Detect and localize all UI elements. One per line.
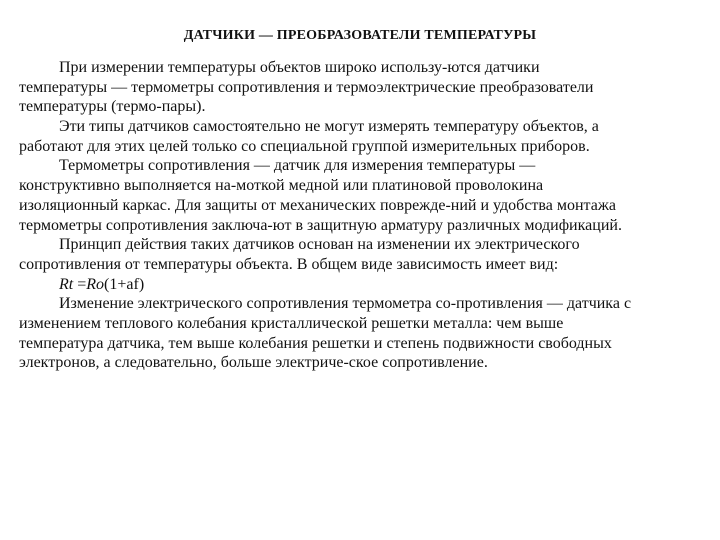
document-body	[19, 58, 707, 373]
formula-ro: Ro	[86, 275, 105, 293]
formula-rhs: (1+af)	[104, 275, 145, 293]
formula-equals: =	[73, 275, 87, 293]
text-line: При измерении температуры объектов широко использу-ются датчики	[59, 59, 540, 76]
text-line: изоляционный каркас. Для защиты от механических поврежде-ний и удобства монтажа	[19, 196, 616, 214]
text-line: Эти типы датчиков самостоятельно не могут измерять температуру объектов, а	[59, 118, 599, 136]
text-line: Изменение электрического сопротивления термометра со-противления — датчика с	[59, 295, 632, 313]
formula-line	[19, 275, 707, 295]
text-line: температуры — термометры сопротивления и термоэлектрические преобразователи	[19, 78, 594, 96]
text-line: температуры (термо-пары).	[19, 98, 206, 116]
text-line: изменением теплового колебания кристаллической решетки металла: чем выше	[19, 314, 564, 332]
text-line: работают для этих целей только со специальной группой измерительных приборов.	[19, 137, 590, 155]
text-line: сопротивления от температуры объекта. В общем виде зависимость имеет вид:	[19, 255, 559, 273]
formula-lhs: Rt	[59, 275, 74, 293]
text-line: температура датчика, тем выше колебания решетки и степень подвижности свободных	[19, 334, 612, 352]
text-line: конструктивно выполняется на-моткой медной или платиновой проволокина	[19, 177, 544, 195]
text-line: Термометры сопротивления — датчик для измерения температуры —	[59, 157, 536, 175]
text-line: термометры сопротивления заключа-ют в защитную арматуру различных модификаций.	[19, 216, 622, 234]
text-line: Принцип действия таких датчиков основан на изменении их электрического	[59, 236, 580, 254]
text-line: электронов, а следовательно, больше электриче-ское сопротивление.	[19, 354, 488, 372]
page-title: ДАТЧИКИ — ПРЕОБРАЗОВАТЕЛИ ТЕМПЕРАТУРЫ	[183, 28, 537, 43]
